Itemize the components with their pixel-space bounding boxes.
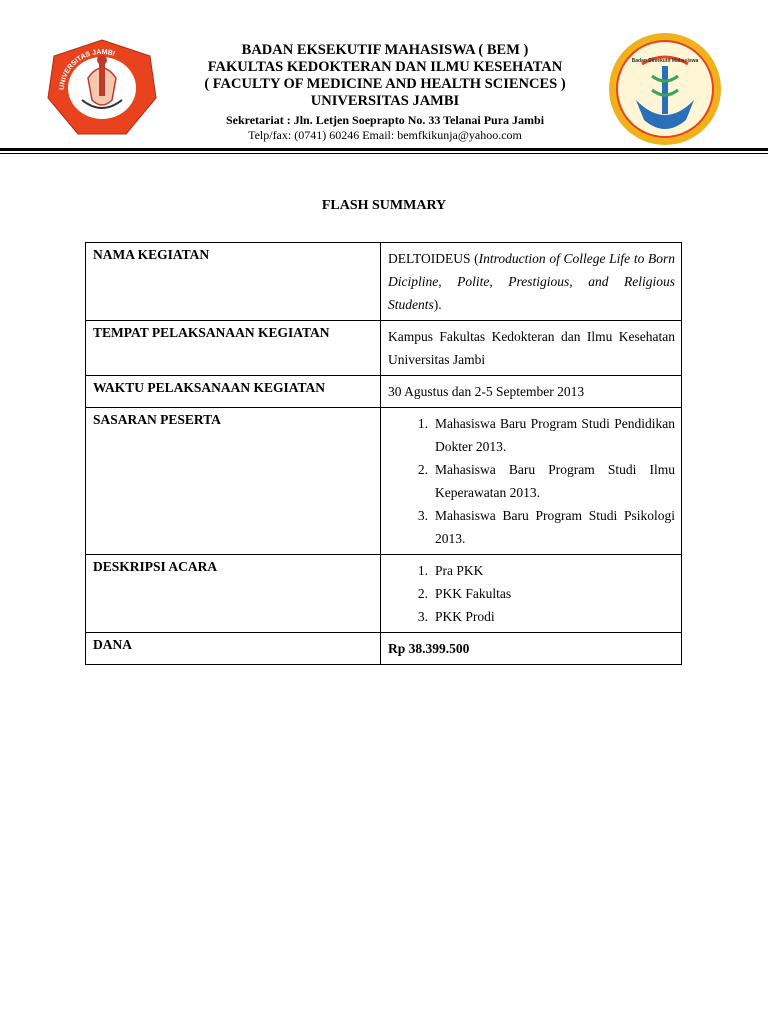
- table-row: [86, 555, 682, 633]
- table-row: [86, 243, 682, 321]
- list-item: 3. PKK Prodi: [417, 609, 495, 624]
- document-title: FLASH SUMMARY: [321, 198, 447, 213]
- svg-text:UNIVERSITAS JAMBI: UNIVERSITAS JAMBI: [58, 48, 116, 91]
- row-value: Kampus Fakultas Kedokteran dan Ilmu Kesehatan Universitas Jambi: [381, 321, 682, 376]
- row-value: [381, 555, 682, 633]
- svg-text:Badan Eksekutif Mahasiswa: Badan Eksekutif Mahasiswa: [631, 58, 699, 64]
- header-rule-thick: [0, 148, 768, 151]
- row-label: DESKRIPSI ACARA: [86, 555, 381, 633]
- list-item: 2. Mahasiswa Baru Program Studi Ilmu Keperawatan 2013.: [417, 462, 675, 500]
- list-item: 1. Mahasiswa Baru Program Studi Pendidikan Dokter 2013.: [417, 416, 675, 454]
- list-item: 3. Mahasiswa Baru Program Studi Psikologi 2013.: [417, 508, 675, 546]
- universitas-jambi-logo: [46, 38, 158, 138]
- list-item: 2. PKK Fakultas: [417, 586, 512, 601]
- row-label: TEMPAT PELAKSANAAN KEGIATAN: [86, 321, 381, 376]
- table-row: [86, 321, 682, 376]
- summary-table: [85, 242, 682, 665]
- list-item: 1. Pra PKK: [417, 563, 484, 578]
- table-row: [86, 376, 682, 408]
- row-value: DELTOIDEUS (Introduction of College Life to Born Dicipline, Polite, Prestigious, and Religious Students).: [381, 243, 682, 321]
- bem-fkik-logo: [606, 30, 724, 148]
- table-row: [86, 408, 682, 555]
- faculty-name: FAKULTAS KEDOKTERAN DAN ILMU KESEHATAN: [207, 59, 563, 75]
- letterhead: [0, 0, 768, 150]
- faculty-name-en: ( FACULTY OF MEDICINE AND HEALTH SCIENCES ): [204, 76, 566, 92]
- contact-info: Telp/fax: (0741) 60246 Email: bemfkikunja@yahoo.com: [248, 128, 522, 142]
- row-value: 30 Agustus dan 2-5 September 2013: [381, 376, 682, 408]
- table-row: [86, 633, 682, 665]
- row-label: NAMA KEGIATAN: [86, 243, 381, 321]
- header-rule-thin: [0, 153, 768, 154]
- org-name: BADAN EKSEKUTIF MAHASISWA ( BEM ): [241, 42, 529, 58]
- university-name: UNIVERSITAS JAMBI: [310, 93, 460, 109]
- row-label: WAKTU PELAKSANAAN KEGIATAN: [86, 376, 381, 408]
- address: Sekretariat : Jln. Letjen Soeprapto No. 33 Telanai Pura Jambi: [225, 113, 545, 127]
- row-value: [381, 408, 682, 555]
- row-value: Rp 38.399.500: [381, 633, 682, 665]
- row-label: SASARAN PESERTA: [86, 408, 381, 555]
- row-label: DANA: [86, 633, 381, 665]
